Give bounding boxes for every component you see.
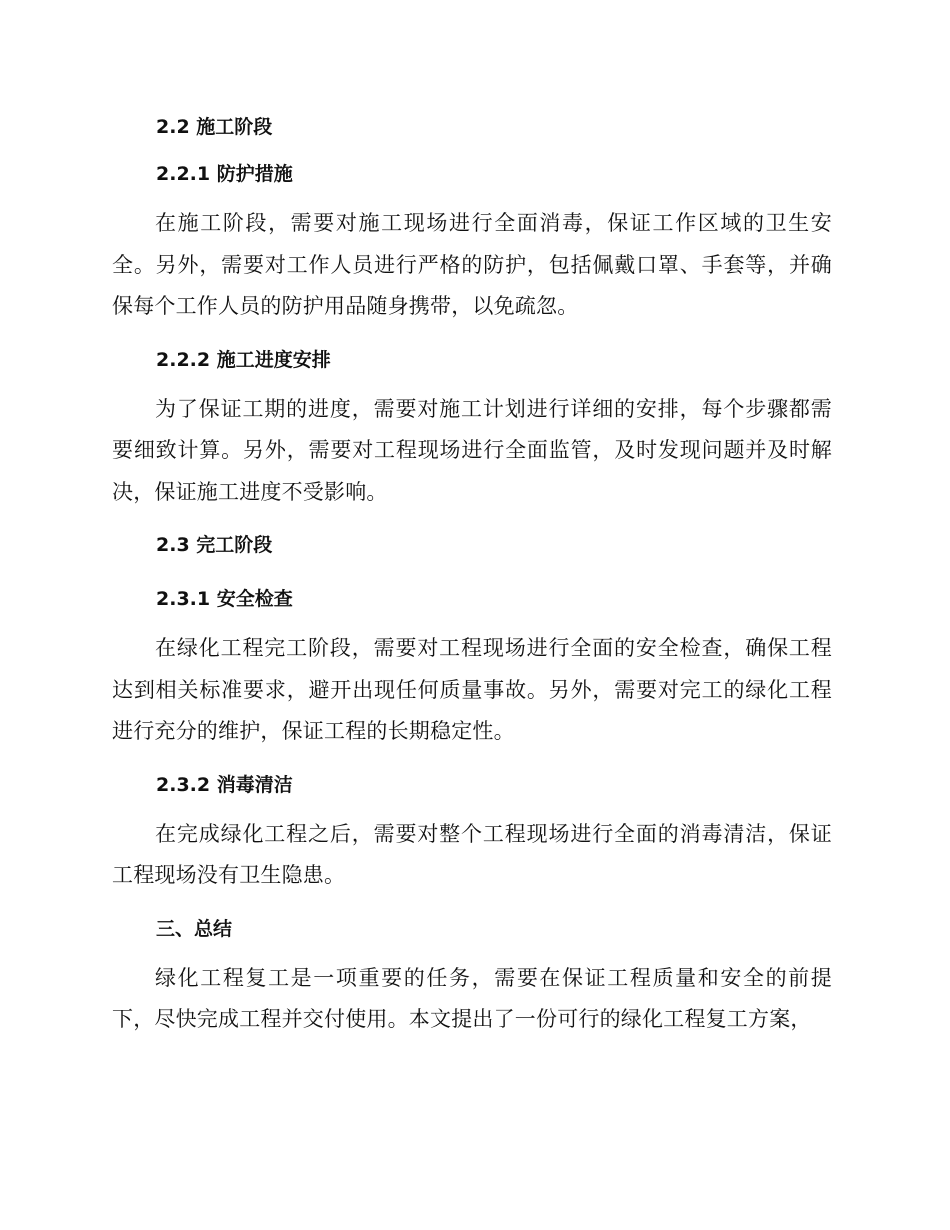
section-heading-2-2: 2.2 施工阶段 xyxy=(156,116,273,138)
section-heading-2-3-1: 2.3.1 安全检查 xyxy=(156,588,293,610)
paragraph-2-2-2: 为了保证工期的进度，需要对施工计划进行详细的安排，每个步骤都需要细致计算。另外，需要对工程现场进行全面监管，及时发现问题并及时解决，保证施工进度不受影响。 xyxy=(112,396,832,504)
section-heading-2-3-2: 2.3.2 消毒清洁 xyxy=(156,773,293,796)
paragraph-3: 绿化工程复工是一项重要的任务，需要在保证工程质量和安全的前提下，尽快完成工程并交付使用。本文提出了一份可行的绿化工程复工方案， xyxy=(112,965,832,1031)
section-heading-2-3: 2.3 完工阶段 xyxy=(156,534,273,556)
section-heading-2-2-1: 2.2.1 防护措施 xyxy=(156,163,293,185)
document-content xyxy=(112,108,832,1041)
paragraph-2-2-1: 在施工阶段，需要对施工现场进行全面消毒，保证工作区域的卫生安全。另外，需要对工作人员进行严格的防护，包括佩戴口罩、手套等，并确保每个工作人员的防护用品随身携带，以免疏忽。 xyxy=(112,211,832,318)
section-heading-2-2-2: 2.2.2 施工进度安排 xyxy=(156,348,331,371)
paragraph-2-3-2: 在完成绿化工程之后，需要对整个工程现场进行全面的消毒清洁，保证工程现场没有卫生隐患。 xyxy=(112,821,832,887)
section-heading-3: 三、总结 xyxy=(156,917,233,940)
paragraph-2-3-1: 在绿化工程完工阶段，需要对工程现场进行全面的安全检查，确保工程达到相关标准要求，避开出现任何质量事故。另外，需要对完工的绿化工程进行充分的维护，保证工程的长期稳定性。 xyxy=(112,636,832,743)
